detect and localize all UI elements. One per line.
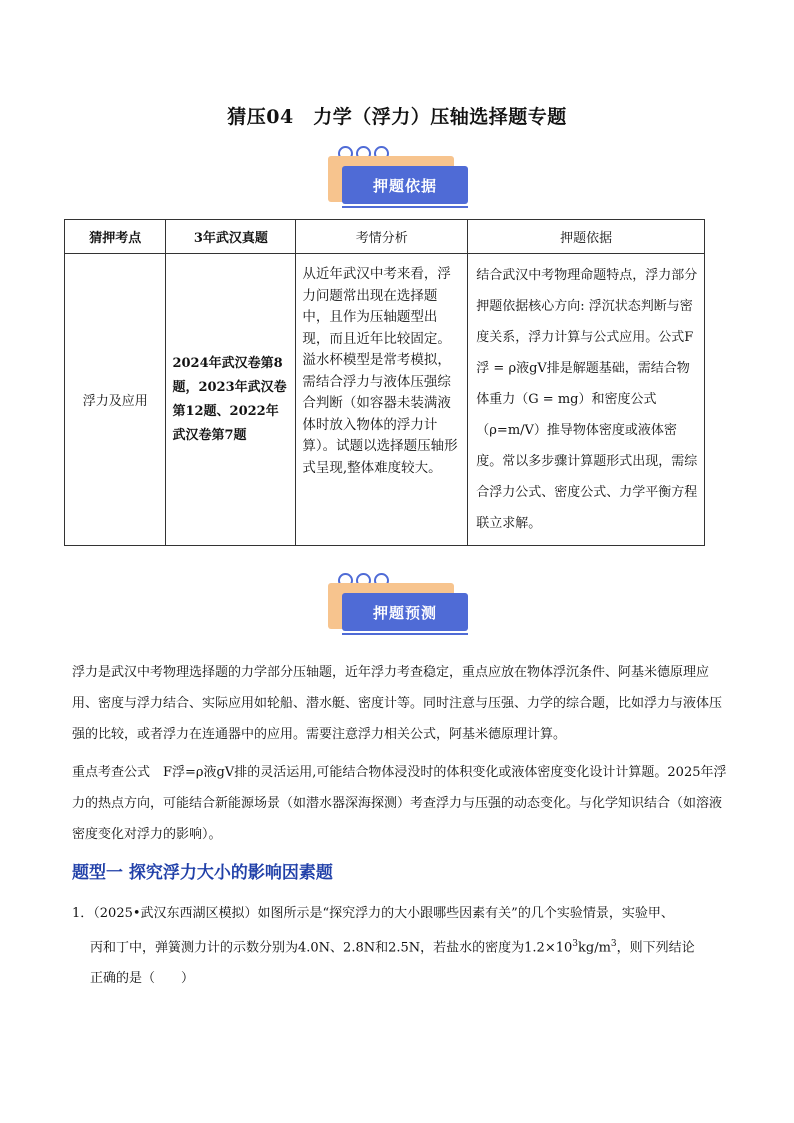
question-line: 正确的是（ ） xyxy=(90,971,195,987)
analysis-cell: 从近年武汉中考来看，浮力问题常出现在选择题中，且作为压轴题型出现，而且近年比较固定。溢水杯模型是常考模拟，需结合浮力与液体压强综合判断（如容器未装满液体时放入物体的浮力计算）。试题以选择题压轴形式呈现,整体难度较大。 xyxy=(296,254,468,546)
years-cell: 2024年武汉卷第8题，2023年武汉卷第12题、2022年武汉卷第7题 xyxy=(166,254,296,546)
table-row xyxy=(65,254,705,546)
prediction-paragraph: 浮力是武汉中考物理选择题的力学部分压轴题，近年浮力考查稳定，重点应放在物体浮沉条件、阿基米德原理应用、密度与浮力结合、实际应用如轮船、潜水艇、密度计等。同时注意与压强、力学的综合题，比如浮力与液体压强的比较，或者浮力在连通器中的应用。需要注意浮力相关公式，阿基米德原理计算。 xyxy=(72,665,723,742)
topic-cell: 浮力及应用 xyxy=(65,254,166,546)
table-header: 考情分析 xyxy=(296,220,468,254)
table-header: 押题依据 xyxy=(468,220,705,254)
section-badge-prediction xyxy=(328,573,468,633)
basis-cell: 结合武汉中考物理命题特点，浮力部分押题依据核心方向: 浮沉状态判断与密度关系，浮力计算与公式应用。公式F浮 = ρ液gV排是解题基础，需结合物体重力（G = mg）和密度公式（ρ=m/V）推导物体密度或液体密度。常以多步骤计算题形式出现，需综合浮力公式、密度公式、力学平衡方程联立求解。 xyxy=(468,254,705,546)
section-heading: 题型一 探究浮力大小的影响因素题 xyxy=(72,863,333,883)
table-header: 猜押考点 xyxy=(65,220,166,254)
section-badge-basis xyxy=(328,146,468,206)
basis-table xyxy=(64,219,705,546)
badge-label: 押题依据 xyxy=(342,166,468,204)
badge-label: 押题预测 xyxy=(342,593,468,631)
formula-paragraph: 重点考查公式 F浮=ρ液gV排的灵活运用,可能结合物体浸没时的体积变化或液体密度变化设计计算题。2025年浮力的热点方向，可能结合新能源场景（如潜水器深海探测）考查浮力与压强的动态变化。与化学知识结合（如溶液密度变化对浮力的影响）。 xyxy=(72,765,727,842)
table-header-row xyxy=(65,220,705,254)
page-title: 猜压04 力学（浮力）压轴选择题专题 xyxy=(227,106,567,128)
question-item xyxy=(72,898,742,994)
question-line: 1．（2025•武汉东西湖区模拟）如图所示是“探究浮力的大小跟哪些因素有关”的几个实验情景，实验甲、 xyxy=(72,906,674,921)
table-header: 3年武汉真题 xyxy=(166,220,296,254)
question-line: 丙和丁中，弹簧测力计的示数分别为4.0N、2.8N和2.5N，若盐水的密度为$1.2\times 10^3kg/m^3$，则下列结论 xyxy=(90,939,695,956)
